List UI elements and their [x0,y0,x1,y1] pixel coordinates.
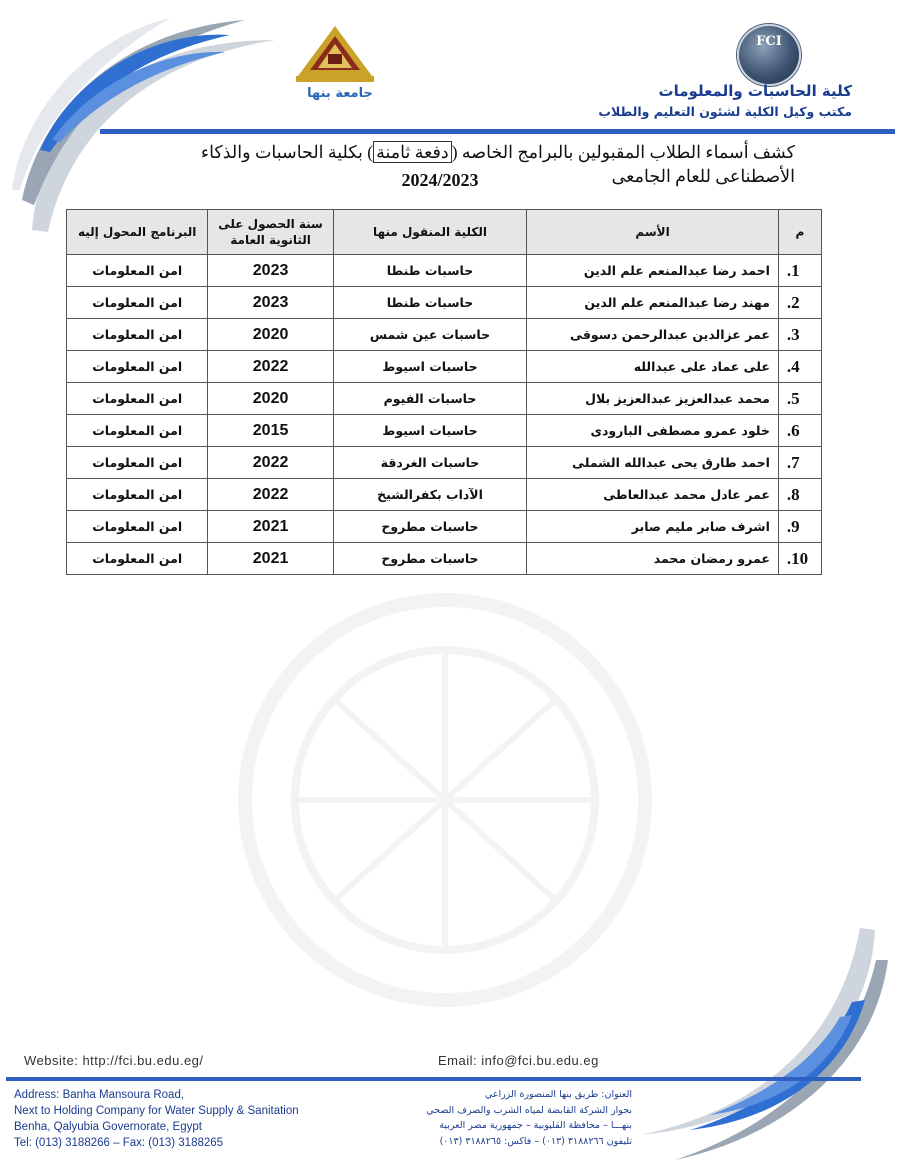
university-logo [292,24,378,86]
target-program: امن المعلومات [67,383,208,415]
table-row [67,543,822,575]
address-ar-line: بنهـــا – محافظة القليوبية – جمهورية مصر العربية [439,1120,632,1131]
row-number: 9. [778,511,821,543]
origin-faculty: حاسبات طنطا [333,255,527,287]
table-row [67,351,822,383]
address-ar-line: العنوان: طريق بنها المنصورة الزراعي [484,1089,632,1100]
address-en-line: Tel: (013) 3188266 – Fax: (013) 3188265 [14,1137,224,1149]
footer-address-en [14,1087,394,1151]
table-row [67,287,822,319]
table-row [67,255,822,287]
address-ar-line: بجوار الشركة القابضة لمياه الشرب والصرف الصحي [426,1104,632,1116]
secondary-year: 2022 [208,351,333,383]
secondary-year: 2022 [208,479,333,511]
student-name: عمر عزالدين عبدالرحمن دسوقى [527,319,779,351]
row-number: 8. [778,479,821,511]
students-table [66,209,822,575]
row-number: 2. [778,287,821,319]
address-ar-line: تليفون ٣١٨٨٢٦٦ (٠١٣) – فاكس: ٣١٨٨٢٦٥ (٠١٣) [439,1135,632,1147]
target-program: امن المعلومات [67,319,208,351]
secondary-year: 2023 [208,287,333,319]
faculty-logo [737,24,801,86]
target-program: امن المعلومات [67,287,208,319]
top-left-swoosh-decoration [0,0,300,240]
header-name: الأسم [527,210,779,255]
header-year: سنة الحصول على الثانوية العامة [208,210,333,255]
secondary-year: 2021 [208,511,333,543]
university-name: جامعة بنها [307,86,373,101]
secondary-year: 2020 [208,319,333,351]
origin-faculty: حاسبات اسيوط [333,415,527,447]
table-row [67,511,822,543]
row-number: 6. [778,415,821,447]
secondary-year: 2015 [208,415,333,447]
footer-email: Email: info@fci.bu.edu.eg [438,1053,599,1068]
secondary-year: 2023 [208,255,333,287]
title-batch: دفعة ثامنة [373,141,452,163]
office-name: مكتب وكيل الكلية لشئون التعليم والطلاب [598,104,852,119]
target-program: امن المعلومات [67,351,208,383]
title-part-1: كشف أسماء الطلاب المقبولين بالبرامج الخاصه ( [451,142,795,162]
student-name: خلود عمرو مصطفى البارودى [527,415,779,447]
faculty-name: كلية الحاسبات والمعلومات [658,82,852,100]
address-en-line: Benha, Qalyubia Governorate, Egypt [14,1121,202,1133]
target-program: امن المعلومات [67,255,208,287]
header-faculty: الكلية المنقول منها [333,210,527,255]
student-name: عمرو رمضان محمد [527,543,779,575]
student-name: احمد طارق يحى عبدالله الشملى [527,447,779,479]
student-name: مهند رضا عبدالمنعم علم الدين [527,287,779,319]
origin-faculty: حاسبات مطروح [333,511,527,543]
watermark-emblem [185,590,705,1010]
secondary-year: 2022 [208,447,333,479]
origin-faculty: حاسبات اسيوط [333,351,527,383]
student-name: محمد عبدالعزيز عبدالعزيز بلال [527,383,779,415]
table-row [67,479,822,511]
table-header-row [67,210,822,255]
row-number: 4. [778,351,821,383]
row-number: 7. [778,447,821,479]
row-number: 1. [778,255,821,287]
origin-faculty: حاسبات مطروح [333,543,527,575]
address-en-line: Address: Banha Mansoura Road, [14,1089,185,1101]
student-name: احمد رضا عبدالمنعم علم الدين [527,255,779,287]
student-name: عمر عادل محمد عبدالعاطى [527,479,779,511]
academic-year: 2024/2023 [401,170,479,190]
header-divider [100,129,895,134]
row-number: 3. [778,319,821,351]
table-row [67,383,822,415]
target-program: امن المعلومات [67,511,208,543]
table-row [67,415,822,447]
faculty-logo-text: FCI [756,34,782,49]
origin-faculty: الآداب بكفرالشيخ [333,479,527,511]
origin-faculty: حاسبات عين شمس [333,319,527,351]
footer-website: Website: http://fci.bu.edu.eg/ [24,1053,204,1068]
footer-address-ar [340,1087,632,1149]
footer-divider [6,1077,861,1081]
target-program: امن المعلومات [67,479,208,511]
student-name: على عماد على عبدالله [527,351,779,383]
row-number: 5. [778,383,821,415]
target-program: امن المعلومات [67,543,208,575]
title-part-2: ) بكلية الحاسبات والذكاء الأصطناعى للعام الجامعى [200,142,795,186]
secondary-year: 2020 [208,383,333,415]
origin-faculty: حاسبات الغردقة [333,447,527,479]
header-no: م [778,210,821,255]
origin-faculty: حاسبات طنطا [333,287,527,319]
table-row [67,447,822,479]
student-name: اشرف صابر مليم صابر [527,511,779,543]
secondary-year: 2021 [208,543,333,575]
target-program: امن المعلومات [67,447,208,479]
address-en-line: Next to Holding Company for Water Supply & Sanitation [14,1105,299,1117]
table-row [67,319,822,351]
target-program: امن المعلومات [67,415,208,447]
origin-faculty: حاسبات الفيوم [333,383,527,415]
row-number: 10. [778,543,821,575]
header-program: البرنامج المحول إليه [67,210,208,255]
